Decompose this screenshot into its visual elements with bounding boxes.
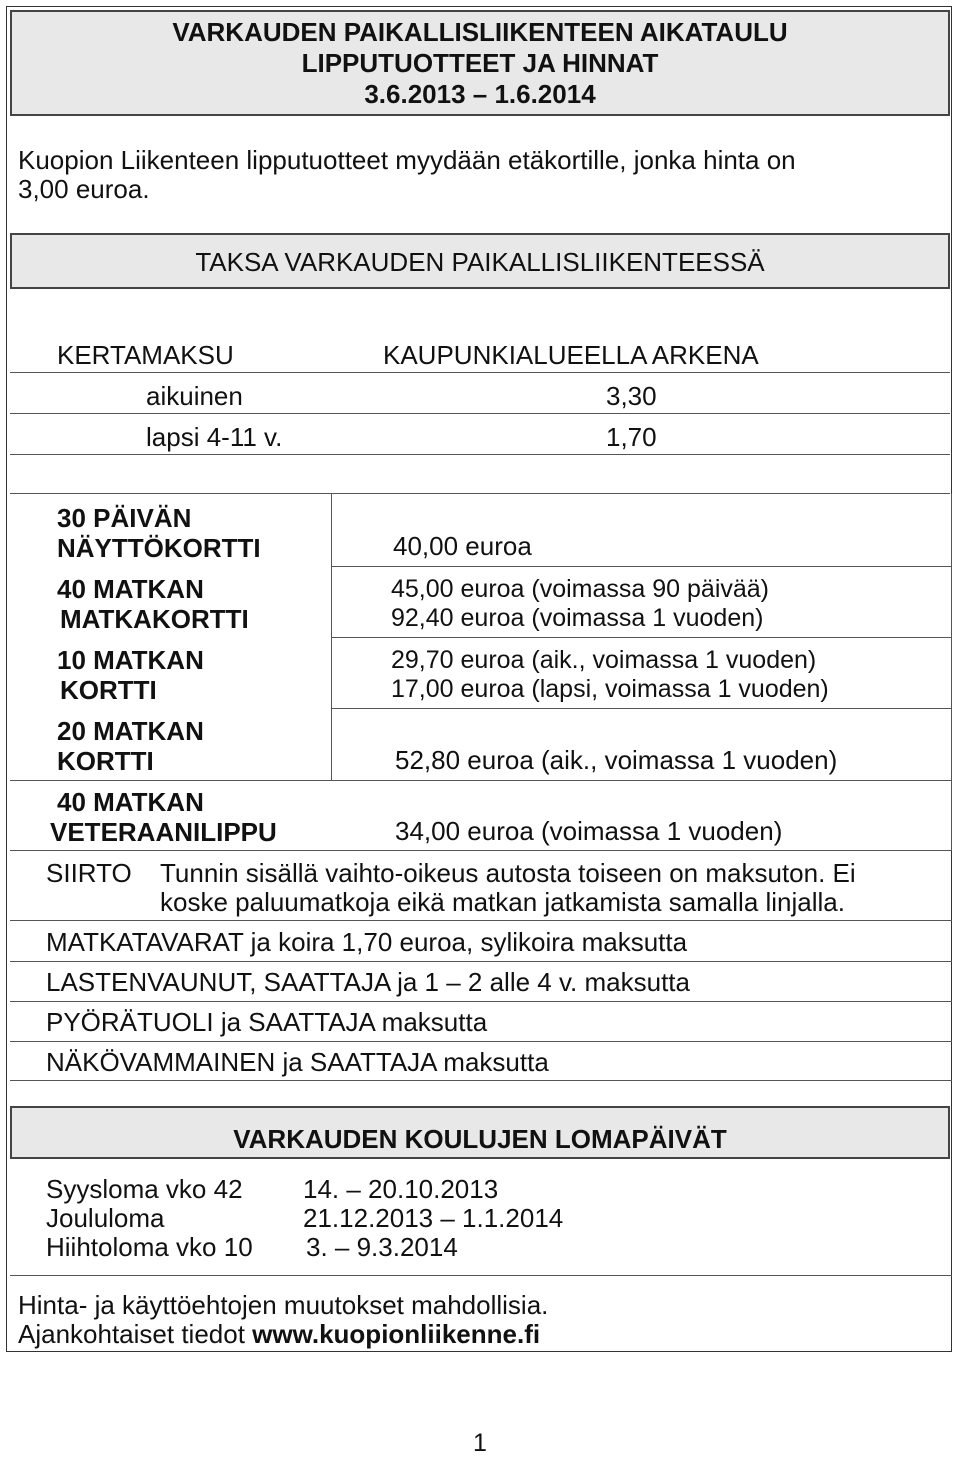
title-date-range: 3.6.2013 – 1.6.2014: [364, 79, 596, 109]
table-right-border: [951, 494, 952, 850]
intro-line-2: 3,00 euroa.: [18, 174, 150, 204]
intro-line-1: Kuopion Liikenteen lipputuotteet myydään etäkortille, jonka hinta on: [18, 145, 796, 175]
divider: [10, 961, 952, 962]
divider: [10, 1080, 952, 1081]
rule-lastenvaunut: LASTENVAUNUT, SAATTAJA ja 1 – 2 alle 4 v. maksutta: [46, 967, 690, 997]
ticket-price: 34,00 euroa (voimassa 1 vuoden): [395, 816, 783, 846]
taksa-heading: TAKSA VARKAUDEN PAIKALLISLIIKENTEESSÄ: [195, 247, 765, 277]
divider: [10, 1275, 952, 1276]
fare-price: 1,70: [606, 422, 657, 452]
divider: [10, 920, 952, 921]
ticket-name: VETERAANILIPPU: [50, 817, 277, 847]
taksa-heading-box: [10, 233, 950, 289]
ticket-name: 20 MATKAN: [57, 716, 204, 746]
ticket-price: 29,70 euroa (aik., voimassa 1 vuoden): [391, 646, 817, 674]
holiday-dates: 21.12.2013 – 1.1.2014: [303, 1203, 564, 1233]
divider: [10, 413, 950, 414]
kertamaksu-label: KERTAMAKSU: [57, 340, 234, 370]
ticket-name: KORTTI: [60, 675, 157, 705]
fare-who: lapsi 4-11 v.: [146, 422, 283, 452]
ticket-name: 40 MATKAN: [57, 787, 204, 817]
divider: [332, 566, 952, 567]
rule-pyoratuoli: PYÖRÄTUOLI ja SAATTAJA maksutta: [46, 1007, 488, 1037]
divider: [10, 1001, 952, 1002]
ticket-price: 45,00 euroa (voimassa 90 päivää): [391, 575, 770, 603]
fare-who: aikuinen: [146, 381, 243, 411]
ticket-price: 40,00 euroa: [393, 531, 532, 561]
holidays-heading-box: [10, 1106, 950, 1159]
siirto-line-2: koske paluumatkoja eikä matkan jatkamista samalla linjalla.: [160, 887, 845, 917]
ticket-name: 40 MATKAN: [57, 574, 204, 604]
divider: [10, 850, 952, 851]
footer-line-1: Hinta- ja käyttöehtojen muutokset mahdollisia.: [18, 1290, 549, 1320]
ticket-name: 30 PÄIVÄN: [57, 503, 192, 533]
ticket-name: 10 MATKAN: [57, 645, 204, 675]
divider: [10, 372, 950, 373]
ticket-name: KORTTI: [57, 746, 154, 776]
website-link[interactable]: www.kuopionliikenne.fi: [252, 1319, 541, 1349]
page-number: 1: [473, 1429, 487, 1457]
siirto-label: SIIRTO: [46, 858, 132, 888]
footer-line-2: [18, 1319, 540, 1349]
siirto-line-1: Tunnin sisällä vaihto-oikeus autosta toiseen on maksuton. Ei: [160, 858, 856, 888]
title-line-1: VARKAUDEN PAIKALLISLIIKENTEEN AIKATAULU: [172, 17, 788, 47]
title-box: [10, 10, 950, 116]
ticket-price: 17,00 euroa (lapsi, voimassa 1 vuoden): [391, 675, 829, 703]
holiday-name: Hiihtoloma vko 10: [46, 1232, 253, 1262]
ticket-price: 52,80 euroa (aik., voimassa 1 vuoden): [395, 745, 838, 775]
divider: [10, 1041, 952, 1042]
kertamaksu-area: KAUPUNKIALUEELLA ARKENA: [383, 340, 759, 370]
ticket-price: 92,40 euroa (voimassa 1 vuoden): [391, 604, 764, 632]
holiday-name: Syysloma vko 42: [46, 1174, 243, 1204]
fare-price: 3,30: [606, 381, 657, 411]
divider: [10, 780, 952, 781]
rule-matkatavarat: MATKATAVARAT ja koira 1,70 euroa, sylikoira maksutta: [46, 927, 688, 957]
divider: [10, 454, 950, 455]
holiday-dates: 14. – 20.10.2013: [303, 1174, 499, 1204]
divider: [10, 493, 950, 494]
title-line-2: LIPPUTUOTTEET JA HINNAT: [301, 48, 659, 78]
holiday-dates: 3. – 9.3.2014: [306, 1232, 458, 1262]
footer-prefix: Ajankohtaiset tiedot: [18, 1319, 253, 1349]
holidays-heading: VARKAUDEN KOULUJEN LOMAPÄIVÄT: [233, 1124, 727, 1154]
ticket-name: MATKAKORTTI: [60, 604, 249, 634]
divider: [332, 708, 952, 709]
holiday-name: Joululoma: [46, 1203, 165, 1233]
ticket-name: NÄYTTÖKORTTI: [57, 533, 261, 563]
divider: [332, 637, 952, 638]
rule-nakovammainen: NÄKÖVAMMAINEN ja SAATTAJA maksutta: [46, 1047, 549, 1077]
